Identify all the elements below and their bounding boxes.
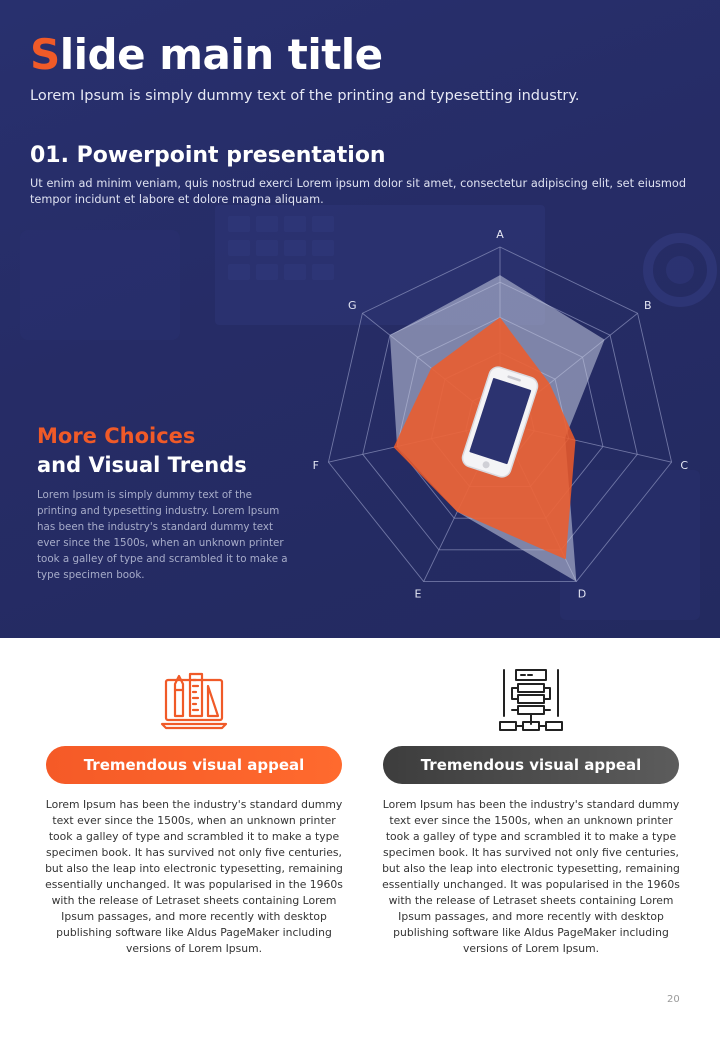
server-network-icon xyxy=(498,666,564,734)
section-body: Ut enim ad minim veniam, quis nostrud exerci Lorem ipsum dolor sit amet, consectetur adipiscing elit, set eiusmod tempor incidunt et labore et dolore magna aliquam. xyxy=(30,177,686,206)
title-first-letter: S xyxy=(30,30,60,79)
radar-axis-label: D xyxy=(577,587,587,601)
slide-main-title xyxy=(30,30,383,79)
title-rest: lide main title xyxy=(59,30,383,79)
choices-heading: and Visual Trends xyxy=(37,453,247,477)
feature-body-right: Lorem Ipsum has been the industry's standard dummy text ever since the 1500s, when an unknown printer took a galley of type and scrambled it to make a type specimen book. It has survived not only five centuries, but also the leap into electronic typesetting, remaining essentially unchanged. It was popularised in the 1960s with the release of Letraset sheets containing Lorem Ipsum passages, and more recently with desktop publishing software like Aldus PageMaker including versions of Lorem Ipsum. xyxy=(382,798,680,955)
radar-axis-label: B xyxy=(643,299,652,313)
radar-axis-label: F xyxy=(312,459,319,473)
radar-axis-label: G xyxy=(347,299,357,313)
feature-body-left: Lorem Ipsum has been the industry's standard dummy text ever since the 1500s, when an unknown printer took a galley of type and scrambled it to make a type specimen book. It has survived not only five centuries, but also the leap into electronic typesetting, remaining essentially unchanged. It was popularised in the 1960s with the release of Letraset sheets containing Lorem Ipsum passages, and more recently with desktop publishing software like Aldus PageMaker including versions of Lorem Ipsum. xyxy=(45,798,343,955)
radar-axis-label: C xyxy=(680,459,689,473)
page-number: 20 xyxy=(667,994,680,1005)
slide-subtitle: Lorem Ipsum is simply dummy text of the printing and typesetting industry. xyxy=(30,88,580,104)
radar-chart xyxy=(300,230,710,620)
choices-body: Lorem Ipsum is simply dummy text of the printing and typesetting industry. Lorem Ipsum has been the industry's standard dummy text ever since the 1500s, when an unknown printer took a galley of type and scrambled it to make a type specimen book. xyxy=(37,489,288,581)
choices-heading-accent: More Choices xyxy=(37,424,196,448)
architect-tools-icon xyxy=(160,668,228,732)
radar-axis-label: E xyxy=(414,587,422,601)
feature-title-pill-right: Tremendous visual appeal xyxy=(383,746,679,784)
section-heading: 01. Powerpoint presentation xyxy=(30,143,386,168)
radar-axis-label: A xyxy=(496,230,504,241)
feature-title-pill-left: Tremendous visual appeal xyxy=(46,746,342,784)
